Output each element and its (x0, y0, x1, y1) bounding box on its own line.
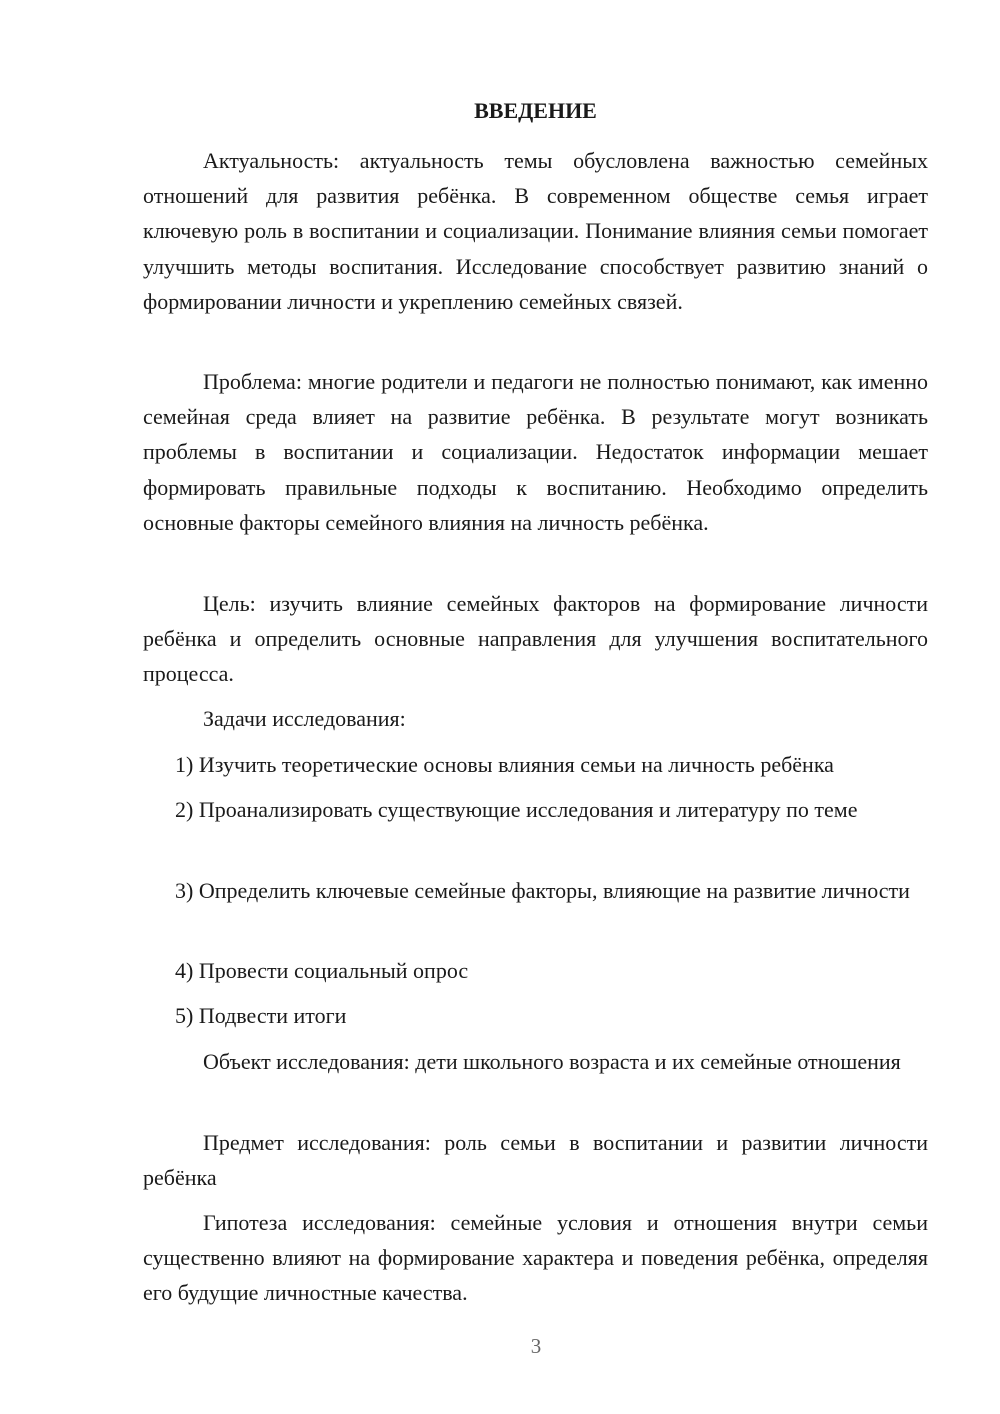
task-item-4: 4) Провести социальный опрос (175, 958, 469, 983)
object-paragraph: Объект исследования: дети школьного возраста и их семейные отношения (203, 1049, 901, 1074)
page-number: 3 (530, 1334, 542, 1358)
task-item-2: 2) Проанализировать существующие исследования и литературу по теме (175, 797, 858, 822)
task-item-5: 5) Подвести итоги (175, 1003, 347, 1028)
section-heading: ВВЕДЕНИЕ (474, 98, 597, 123)
problem-paragraph: Проблема: многие родители и педагоги не полностью понимают, как именно семейная среда влияет на развитие ребёнка. В результате могут возникать проблемы в воспитании и социализации. Недостаток информации мешает формировать правильные подходы к воспитанию. Необходимо определить основные факторы семейного влияния на личность ребёнка. (143, 369, 928, 535)
goal-paragraph: Цель: изучить влияние семейных факторов на формирование личности ребёнка и определить основные направления для улучшения воспитательного процесса. (143, 591, 928, 687)
subject-paragraph: Предмет исследования: роль семьи в воспитании и развитии личности ребёнка (143, 1130, 928, 1191)
task-item-3: 3) Определить ключевые семейные факторы, влияющие на развитие личности (175, 878, 910, 903)
hypothesis-paragraph: Гипотеза исследования: семейные условия и отношения внутри семьи существенно влияют на формирование характера и поведения ребёнка, определяя его будущие личностные качества. (143, 1210, 928, 1306)
tasks-heading: Задачи исследования: (203, 706, 406, 731)
task-item-1: 1) Изучить теоретические основы влияния семьи на личность ребёнка (175, 752, 834, 777)
relevance-paragraph: Актуальность: актуальность темы обусловлена важностью семейных отношений для развития ребёнка. В современном обществе семья играет ключевую роль в воспитании и социализации. Понимание влияния семьи помогает улучшить методы воспитания. Исследование способствует развитию знаний о формировании личности и укреплению семейных связей. (143, 148, 928, 314)
